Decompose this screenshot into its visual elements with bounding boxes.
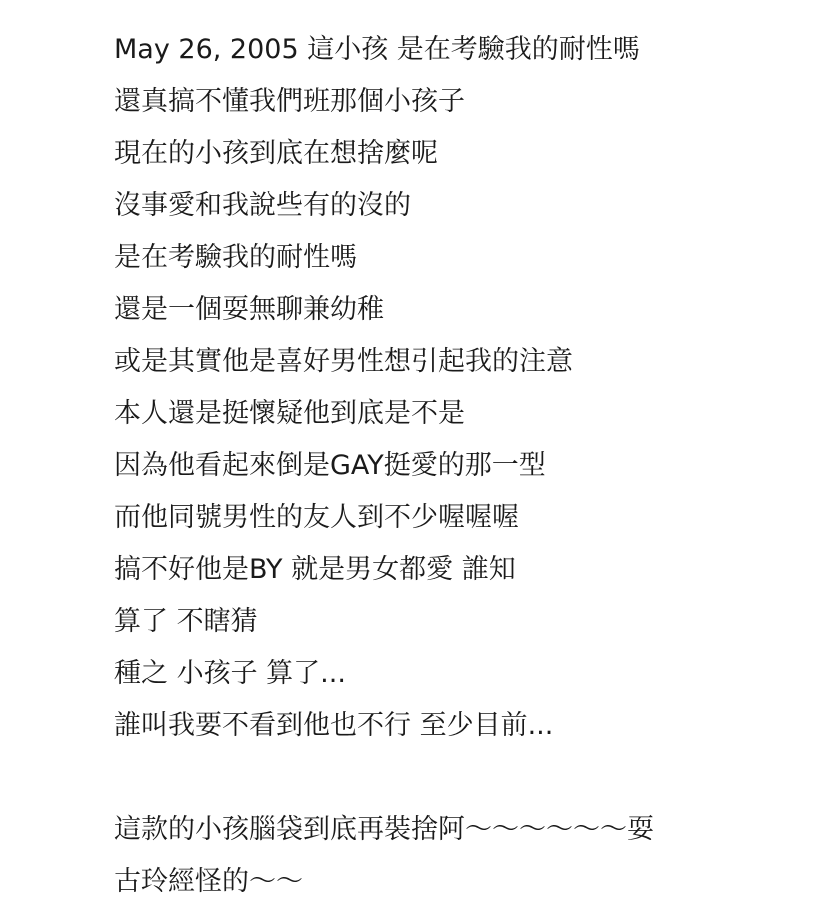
text-line: 沒事愛和我說些有的沒的 — [114, 190, 411, 221]
text-line: 這款的小孩腦袋到底再裝捨阿～～～～～～耍 — [114, 814, 654, 845]
text-line: 而他同號男性的友人到不少喔喔喔 — [114, 502, 519, 533]
text-line: 或是其實他是喜好男性想引起我的注意 — [114, 346, 573, 377]
text-line: 還是一個耍無聊兼幼稚 — [114, 294, 384, 325]
text-line: 種之 小孩子 算了... — [114, 658, 346, 689]
text-line: 還真搞不懂我們班那個小孩子 — [114, 86, 465, 117]
text-line: May 26, 2005 這小孩 是在考驗我的耐性嗎 — [114, 34, 640, 65]
text-line: 搞不好他是BY 就是男女都愛 誰知 — [114, 554, 516, 585]
text-line: 古玲經怪的～～ — [114, 866, 303, 897]
text-line: 現在的小孩到底在想捨麼呢 — [114, 138, 438, 169]
text-line: 算了 不瞎猜 — [114, 606, 258, 637]
text-line: 本人還是挺懷疑他到底是不是 — [114, 398, 465, 429]
paragraph-gap — [114, 752, 794, 804]
text-line: 因為他看起來倒是GAY挺愛的那一型 — [114, 450, 546, 481]
text-line: 誰叫我要不看到他也不行 至少目前... — [114, 710, 554, 741]
document-body — [114, 24, 794, 908]
text-line: 是在考驗我的耐性嗎 — [114, 242, 357, 273]
